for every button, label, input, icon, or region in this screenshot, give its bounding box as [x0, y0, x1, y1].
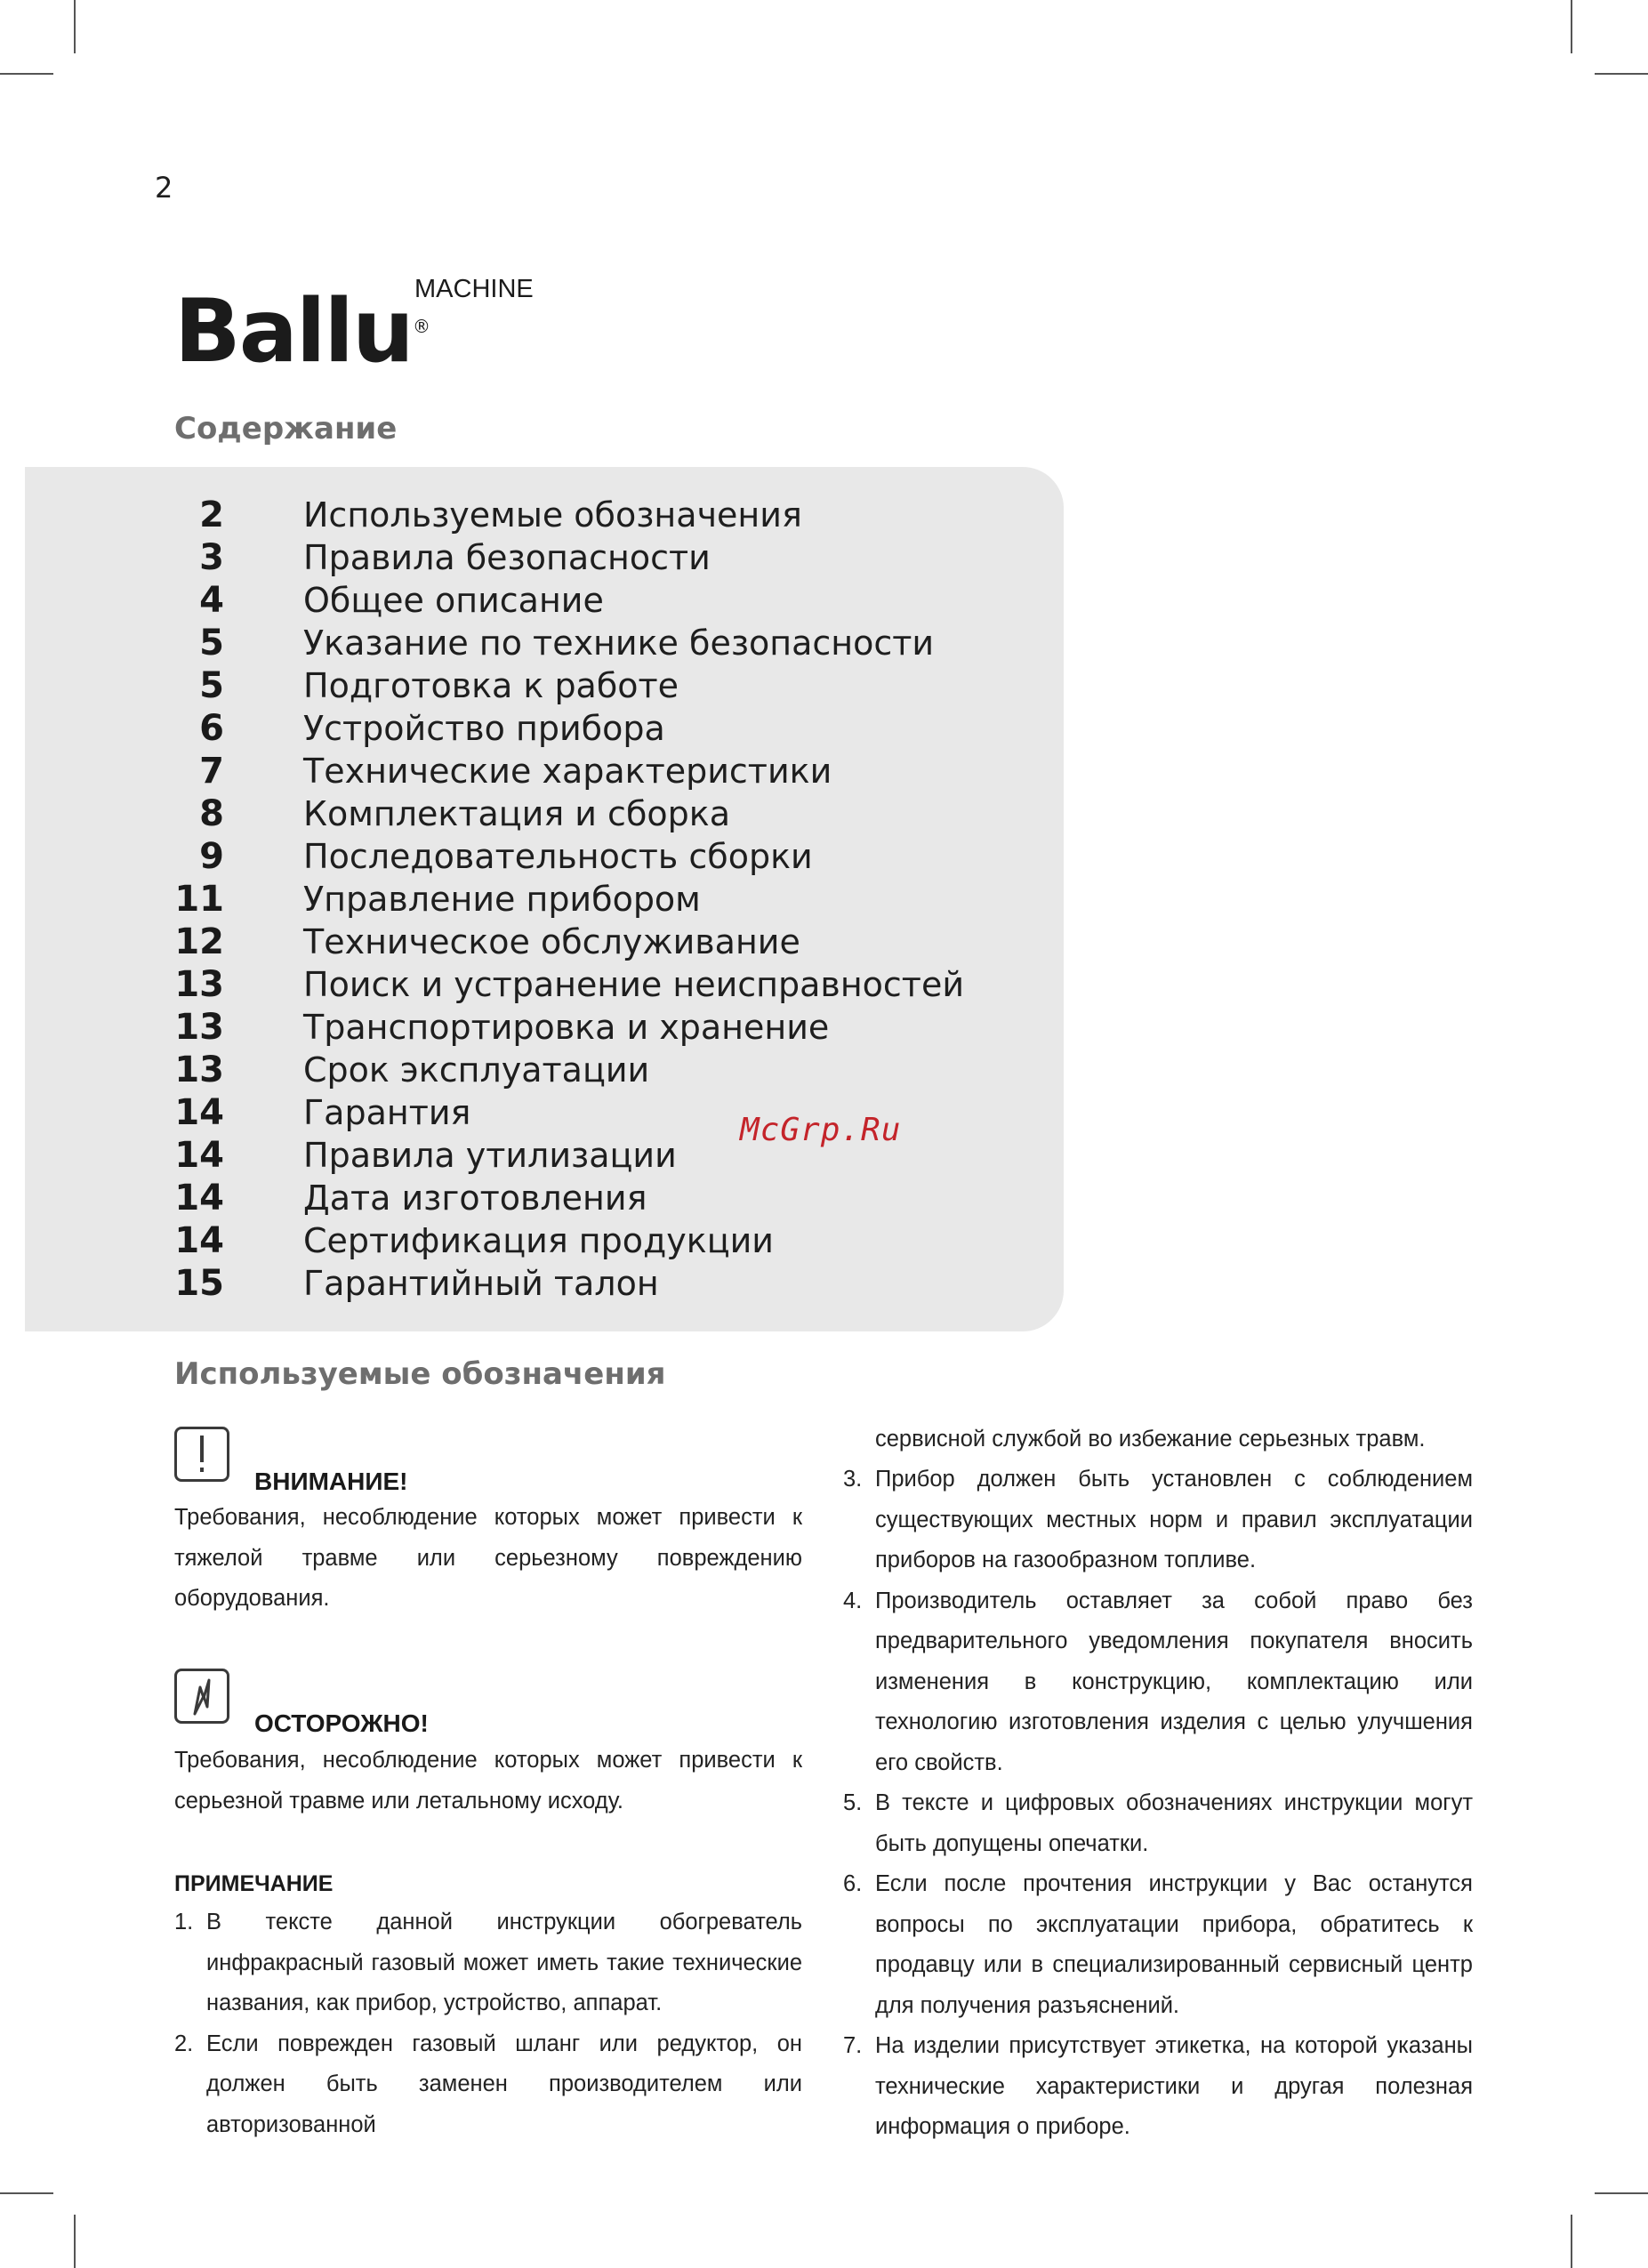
toc-page-number: 2: [199, 495, 224, 535]
toc-label: Устройство прибора: [303, 709, 665, 748]
toc-label: Правила безопасности: [303, 538, 711, 577]
note-item: [174, 1902, 802, 2024]
note-number: 6.: [843, 1871, 863, 1896]
toc-label: Срок эксплуатации: [303, 1050, 650, 1090]
logo-sub: MACHINE: [414, 275, 534, 303]
toc-page-number: 9: [199, 836, 224, 877]
toc-label: Технические характеристики: [303, 752, 832, 791]
toc-page-number: 14: [174, 1178, 224, 1218]
note-number: 5.: [843, 1790, 863, 1815]
toc-label: Поиск и устранение неисправностей: [303, 965, 965, 1004]
note-text: В тексте данной инструкции обогреватель инфракрасный газовый может иметь такие технические названия, как прибор, устройство, аппарат.: [206, 1910, 802, 2015]
toc-page-number: 11: [174, 879, 224, 920]
toc-item: [0, 963, 1064, 1006]
note-2-continued: сервисной службой во избежание серьезных травм.: [875, 1427, 1426, 1452]
toc-page-number: 14: [174, 1092, 224, 1133]
logo-reg: ®: [413, 316, 430, 337]
crop-mark: [1595, 73, 1648, 75]
toc-page-number: 6: [199, 708, 224, 749]
note-item: [843, 1581, 1473, 1784]
toc-page-number: 15: [174, 1263, 224, 1304]
crop-mark: [1571, 0, 1572, 53]
toc-label: Транспортировка и хранение: [303, 1008, 830, 1047]
toc-label: Указание по технике безопасности: [303, 623, 935, 663]
toc-item: [0, 494, 1064, 536]
crop-mark: [74, 0, 76, 53]
toc-page-number: 5: [199, 623, 224, 664]
caution-title: ОСТОРОЖНО!: [254, 1709, 429, 1737]
toc-item: [0, 1219, 1064, 1262]
lightning-icon: [174, 1669, 229, 1724]
toc-page-number: 13: [174, 1050, 224, 1090]
note-text: На изделии присутствует этикетка, на которой указаны технические характеристики и другая полезная информация о приборе.: [875, 2033, 1473, 2139]
toc-label: Правила утилизации: [303, 1136, 677, 1175]
symbols-title: Используемые обозначения: [174, 1356, 666, 1392]
toc-item: [0, 536, 1064, 579]
toc-label: Используемые обозначения: [303, 495, 802, 535]
note-number: 3.: [843, 1467, 863, 1492]
toc-page-number: 12: [174, 921, 224, 962]
toc-list: [0, 494, 1064, 1305]
note-text: Прибор должен быть установлен с соблюдением существующих местных норм и правил эксплуатации приборов на газообразном топливе.: [875, 1467, 1473, 1572]
toc-label: Дата изготовления: [303, 1178, 647, 1218]
toc-label: Общее описание: [303, 581, 604, 620]
note-item: [843, 1864, 1473, 2026]
toc-item: [0, 707, 1064, 750]
toc-item: [0, 835, 1064, 878]
caution-text: Требования, несоблюдение которых может привести к серьезной травме или летальному исходу.: [174, 1748, 802, 1814]
toc-item: [0, 622, 1064, 664]
toc-page-number: 8: [199, 793, 224, 834]
toc-item: [0, 1262, 1064, 1305]
toc-item: [0, 1006, 1064, 1049]
crop-mark: [0, 73, 53, 75]
note-text: В тексте и цифровых обозначениях инструкции могут быть допущены опечатки.: [875, 1790, 1473, 1856]
toc-label: Комплектация и сборка: [303, 794, 730, 833]
toc-label: Сертификация продукции: [303, 1221, 774, 1260]
logo-word: Ballu: [174, 281, 413, 382]
toc-label: Подготовка к работе: [303, 666, 679, 705]
note-text: Если поврежден газовый шланг или редуктор, он должен быть заменен производителем или авторизованной: [206, 2031, 802, 2137]
toc-item: [0, 1091, 1064, 1134]
note-number: 2.: [174, 2031, 194, 2056]
toc-page-number: 13: [174, 1007, 224, 1048]
toc-label: Управление прибором: [303, 880, 701, 919]
watermark: McGrp.Ru: [740, 1112, 902, 1148]
toc-page-number: 5: [199, 665, 224, 706]
toc-label: Последовательность сборки: [303, 837, 813, 876]
toc-item: [0, 1134, 1064, 1177]
toc-item: [0, 750, 1064, 792]
toc-page-number: 7: [199, 751, 224, 792]
notes-list-left: [174, 1902, 802, 2145]
note-item: [843, 1460, 1473, 1581]
note-text: Производитель оставляет за собой право без предварительного уведомления покупателя вносить изменения в конструкцию, комплектацию или технологию изготовления изделия с целью улучшения его свойств.: [875, 1588, 1473, 1775]
toc-label: Гарантийный талон: [303, 1264, 659, 1303]
toc-title: Содержание: [174, 411, 398, 446]
toc-item: [0, 1177, 1064, 1219]
toc-label: Гарантия: [303, 1093, 471, 1132]
toc-page-number: 3: [199, 537, 224, 578]
page-number: 2: [155, 171, 173, 205]
toc-page-number: 13: [174, 964, 224, 1005]
exclamation-icon: [174, 1427, 229, 1482]
toc-item: [0, 921, 1064, 963]
toc-item: [0, 1049, 1064, 1091]
note-number: 7.: [843, 2033, 863, 2058]
note-item: [174, 2024, 802, 2146]
toc-page-number: 14: [174, 1135, 224, 1176]
crop-mark: [74, 2215, 76, 2268]
note-title: ПРИМЕЧАНИЕ: [174, 1871, 334, 1896]
note-number: 1.: [174, 1910, 194, 1934]
toc-page-number: 4: [199, 580, 224, 621]
attention-title: ВНИМАНИЕ!: [254, 1468, 408, 1495]
ballu-logo: [174, 271, 534, 382]
toc-item: [0, 792, 1064, 835]
crop-mark: [1571, 2215, 1572, 2268]
toc-item: [0, 878, 1064, 921]
attention-text: Требования, несоблюдение которых может привести к тяжелой травме или серьезному повреждению оборудования.: [174, 1505, 802, 1611]
note-item: [843, 2026, 1473, 2148]
toc-item: [0, 664, 1064, 707]
note-text: Если после прочтения инструкции у Вас останутся вопросы по эксплуатации прибора, обратитесь к продавцу или в специализированный сервисный центр для получения разъяснений.: [875, 1871, 1473, 2018]
crop-mark: [0, 2192, 53, 2194]
toc-page-number: 14: [174, 1220, 224, 1261]
toc-item: [0, 579, 1064, 622]
crop-mark: [1595, 2192, 1648, 2194]
note-number: 4.: [843, 1588, 863, 1613]
note-item: [843, 1783, 1473, 1864]
notes-list-right: [843, 1460, 1473, 2148]
toc-label: Техническое обслуживание: [303, 922, 800, 961]
